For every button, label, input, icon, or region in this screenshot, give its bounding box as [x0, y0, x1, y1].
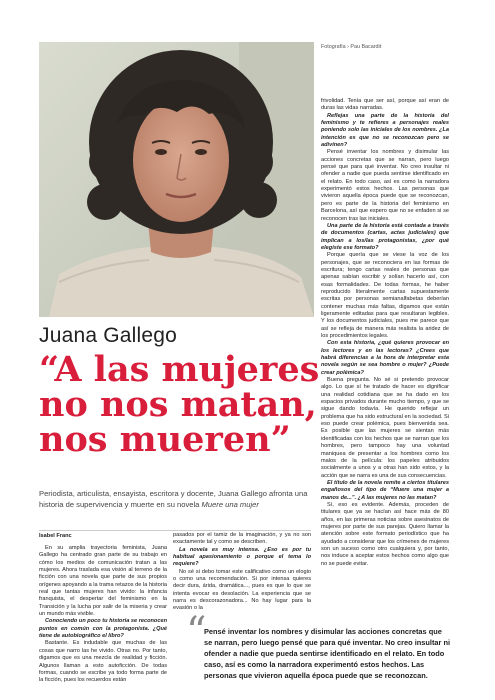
interview-answer: frivolidad. Tenía que ser así, porque así eran de duras las vidas narradas.	[321, 98, 449, 112]
headline-line: nos mueren”	[39, 419, 291, 460]
interview-answer: Bastante. Es indudable que muchas de las cosas que narro las he vivido. Otras no. Por tanto, digamos que es una mezcla de realidad y ficción. Algunos llaman a esto autoficción. De todas formas, cuando se escribe ya todo forma parte de la ficción, pues los recuerdos están	[39, 640, 167, 684]
photo-credit: Fotografía › Pau Bacardit	[321, 44, 382, 50]
interview-question: El título de la novela remite a ciertos titulares engañosos del tipo de “Muere una mujer a manos de...”. ¿A las mujeres no las matan?	[321, 479, 449, 501]
interview-question: La novela es muy intensa. ¿Eso es por tu habitual apasionamiento o porque el tema lo requiere?	[173, 546, 311, 568]
headline-line: “A las mujeres	[39, 349, 320, 390]
headline	[39, 349, 320, 460]
interview-answer: En su amplia trayectoria feminista, Juana Gallego ha centrado gran parte de su trabajo en cómo los medios de comunicación tratan a las mujeres. Ahora traslada esa visión al terreno de la ficción con una novela que parte de sus propios orígenes apoyando a la trama retazos de la historia real que tantas mujeres han vivido: la infancia franquista, el despertar del feminismo en la Transición y la lucha por salir de la miseria y crear un mundo más vivible.	[39, 545, 167, 618]
divider	[39, 530, 311, 531]
interview-answer: pasados por el tamiz de la imaginación, y ya no son exactamente tal y como se describen.	[173, 532, 311, 546]
subtitle-text: Periodista, articulista, ensayista, escritora y docente, Juana Gallego afronta una historia de supervivencia y muerte en su novela	[39, 489, 308, 509]
portrait-photo	[39, 42, 314, 317]
interview-question: Conociendo un poco tu historia se reconocen puntos en común con la protagonista. ¿Qué tiene de autobiográfico el libro?	[39, 618, 167, 640]
quote-mark-icon: “	[186, 609, 207, 655]
interview-question: Con esta historia, ¿qué quieres provocar en los lectores y en las lectoras? ¿Crees que habrá diferencias a la hora de interpretar esta novela según se sea hombre o mujer? ¿Puede crear polémica?	[321, 340, 449, 376]
interview-question: Una parte de la historia está contada a través de documentos (cartas, actas judiciales) que implican a los/las protagonistas, ¿por qué elegiste ese formato?	[321, 222, 449, 251]
article-column-2	[173, 532, 311, 613]
headline-line: no nos matan,	[39, 384, 317, 425]
article-column-1	[39, 545, 167, 685]
subtitle	[39, 489, 311, 510]
book-title: Muere una mujer	[201, 499, 259, 509]
article-column-3	[321, 98, 449, 568]
interview-answer: No sé si debo tomar este calificativo como un elogio o como una recomendación. Si por intensa quieres decir dura, árida, dramática..., pues es que lo que se intenta evocar es desolación. La experiencia que se narra es descorazonadora... No hay lugar para la evasión o la	[173, 568, 311, 612]
interviewee-name: Juana Gallego	[39, 324, 178, 347]
author-byline: Isabel Franc	[39, 533, 72, 539]
interview-question: Reflejas una parte de la historia del feminismo y te refieres a personajes reales poniendo solo las iniciales de los nombres. ¿La intención es que no se reconozcan pero se adivinen?	[321, 112, 449, 149]
interview-answer: Buena pregunta. No sé si pretendo provocar algo. Lo que sí he tratado de hacer es dignificar una realidad cotidiana que se ha dado en los espacios privados durante mucho tiempo, y que se sigue dando todavía. He querido reflejar un problema que ha sido estructural en la sociedad. Si eso puede crear polémica, pues bienvenida sea. Es posible que las mujeres se sientan más identificadas con los hechos que se narran que los hombres, pero tampoco hay una voluntad maniquea de presentar a los hombres como los malos de la película: los papeles atribuidos socialmente a unos y a otras han sido estos, y la acción que se narra es una de sus consecuencias.	[321, 377, 449, 479]
interview-answer: Sí, eso es evidente. Además, proceden de titulares que ya se hacían así hace más de 80 años, en las primeras noticias sobre asesinatos de mujeres por parte de sus parejas. Quiero llamar la atención sobre este formato periodístico que ha ayudado a considerar que los crímenes de mujeres son un suceso como otro cualquiera y, por tanto, nos induce a aceptar estos hechos como algo que no se puede evitar.	[321, 501, 449, 567]
interview-answer: Porque quería que se viese la voz de los personajes, que se reconociera en las formas de escritura; tengo cartas reales de personas que apenas sabían escribir y solían hacerlo así, con esas formalidades. De todas formas, he haber reproducido literalmente cartas supuestamente escritas por personas semianalfabetas deberían contener muchas más faltas, digamos que están ligeramente editadas para que resultaran legibles. Y los documentos judiciales, pues me parece que así se refleja de manera más realista la aridez de los procedimientos legales.	[321, 252, 449, 339]
pull-quote: Pensé inventar los nombres y disimular las acciones concretas que se narran, pero luego pensé que para qué inventar. No creo insultar ni ofender a nadie que pueda sentirse identificado en el relato. En todo caso, así es como la narradora experimentó estos hechos. Las personas que vivieron aquella época puede que se reconozcan.	[204, 627, 451, 680]
interview-answer: Pensé inventar los nombres y disimular las acciones concretas que se narran, pero luego pensé que para qué inventar. No creo insultar ni ofender a nadie que pueda sentirse identificado en el relato. En todo caso, así es como la narradora experimentó estos hechos. Las personas que vivieron aquella época puede que se reconozcan, pero es parte de la historia del feminismo en Barcelona, así que espero que no se enfaden si se reconocen tras las iniciales.	[321, 149, 449, 222]
